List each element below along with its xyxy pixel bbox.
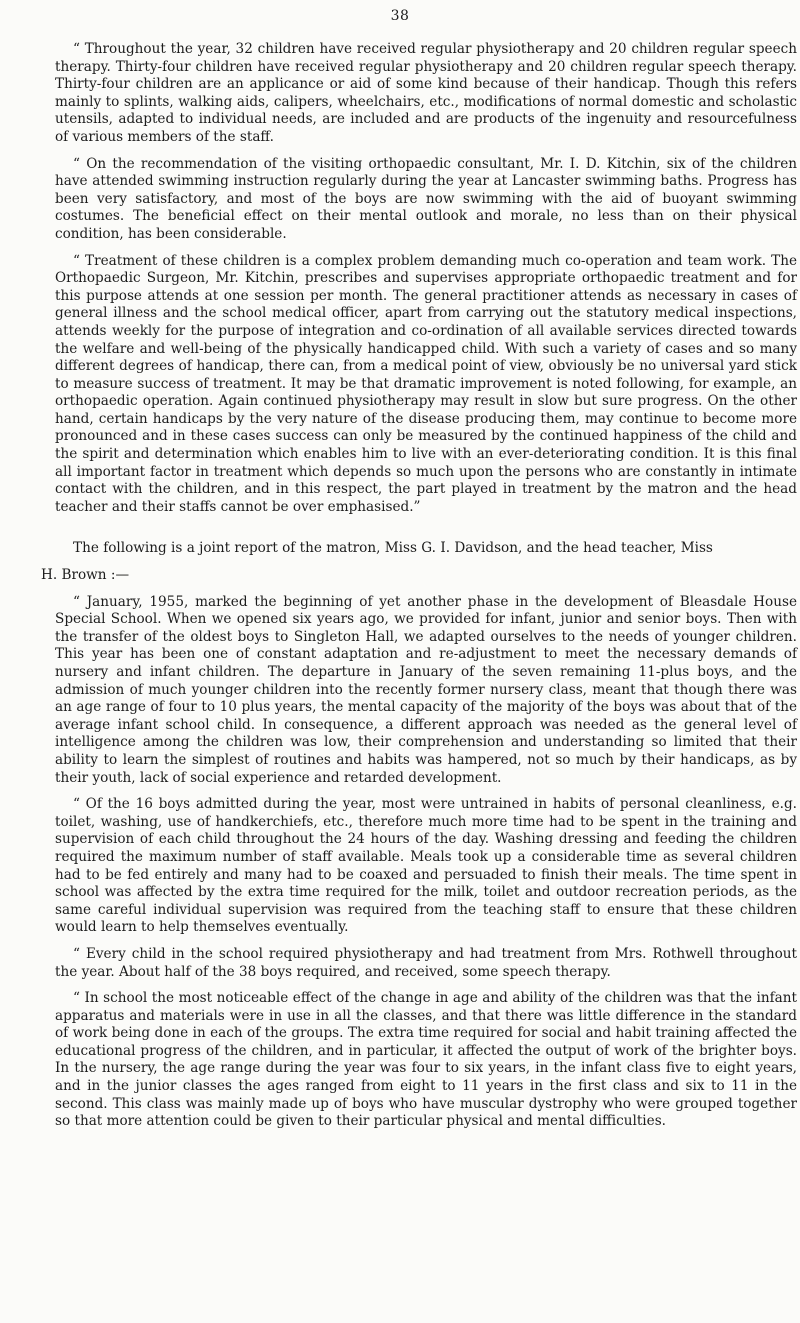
- paragraph-treatment: “ Treatment of these children is a complex problem demanding much co-operation and team work. The Orthopaedic Surgeon, Mr. Kitchin, prescribes and supervises appropriate orthopaedic treatment and for this purpose attends at one session per month. The general practitioner attends as necessary in cases of general illness and the school medical officer, apart from carrying out the statutory medical inspections, attends weekly for the purpose of integration and co-ordination of all available services directed towards the welfare and well-being of the physically handicapped child. With such a variety of cases and so many different degrees of handicap, there can, from a medical point of view, obviously be no universal yard stick to measure success of treatment. It may be that dramatic improvement is noted following, for example, an orthopaedic operation. Again continued physiotherapy may result in slow but sure progress. On the other hand, certain handicaps by the very nature of the disease producing them, may continue to become more pronounced and in these cases success can only be measured by the continued happiness of the child and the spirit and determination which enables him to live with an ever-deteriorating condition. It is this final all important factor in treatment which depends so much upon the persons who are constantly in intimate contact with the children, and in this respect, the part played in treatment by the matron and the head teacher and their staffs cannot be over emphasised.”: [55, 252, 797, 515]
- paragraph-january-1955: “ January, 1955, marked the beginning of yet another phase in the development of Bleasdale House Special School. When we opened six years ago, we provided for infant, junior and senior boys. Then with the transfer of the oldest boys to Singleton Hall, we adapted ourselves to the needs of younger children. This year has been one of constant adaptation and re-adjustment to meet the necessary demands of nursery and infant children. The departure in January of the seven remaining 11-plus boys, and the admission of much younger children into the recently former nursery class, meant that though there was an age range of four to 10 plus years, the mental capacity of the majority of the boys was about that of the average infant school child. In consequence, a different approach was needed as the general level of intelligence among the children was low, their comprehension and understanding so limited that their ability to learn the simplest of routines and habits was hampered, not so much by their handicaps, as by their youth, lack of social experience and retarded development.: [55, 593, 797, 786]
- paragraph-physiotherapy: “ Throughout the year, 32 children have received regular physiotherapy and 20 children regular speech therapy. Thirty-four children have received regular physiotherapy and 20 children regular speech therapy. Thirty-four children are an applicance or aid of some kind because of their handicap. Though this refers mainly to splints, walking aids, calipers, wheelchairs, etc., modifications of normal domestic and scholastic utensils, adapted to individual needs, are included and are products of the ingenuity and resourcefulness of various members of the staff.: [55, 41, 797, 145]
- report-intro-continuation: H. Brown :—: [41, 567, 130, 584]
- paragraph-boys-admitted: “ Of the 16 boys admitted during the year, most were untrained in habits of personal cleanliness, e.g. toilet, washing, use of handkerchiefs, etc., therefore much more time had to be spent in the training and supervision of each child throughout the 24 hours of the day. Washing dressing and feeding the children required the maximum number of staff available. Meals took up a considerable time as several children had to be fed entirely and many had to be coaxed and persuaded to finish their meals. The time spent in school was affected by the extra time required for the milk, toilet and outdoor recreation periods, as the same careful individual supervision was required from the teaching staff to ensure that these children would learn to help themselves eventually.: [55, 796, 797, 936]
- paragraph-physiotherapy-rothwell: “ Every child in the school required physiotherapy and had treatment from Mrs. Rothwell throughout the year. About half of the 38 boys required, and received, some speech therapy.: [55, 945, 797, 980]
- report-intro-line: The following is a joint report of the matron, Miss G. I. Davidson, and the head teacher, Miss: [73, 540, 713, 557]
- document-body: [41, 41, 797, 1140]
- page-number: 38: [390, 8, 410, 24]
- paragraph-swimming: “ On the recommendation of the visiting orthopaedic consultant, Mr. I. D. Kitchin, six of the children have attended swimming instruction regularly during the year at Lancaster swimming baths. Progress has been very satisfactory, and most of the boys are now swimming with the aid of buoyant swimming costumes. The beneficial effect on their mental outlook and morale, no less than on their physical condition, has been considerable.: [55, 155, 797, 242]
- paragraph-school-effects: “ In school the most noticeable effect of the change in age and ability of the children was that the infant apparatus and materials were in use in all the classes, and that there was little difference in the standard of work being done in each of the groups. The extra time required for social and habit training affected the educational progress of the children, and in particular, it affected the output of work of the brighter boys. In the nursery, the age range during the year was four to six years, in the infant class five to eight years, and in the junior classes the ages ranged from eight to 11 years in the first class and six to 11 in the second. This class was mainly made up of boys who have muscular dystrophy who were grouped together so that more attention could be given to their particular physical and mental difficulties.: [55, 990, 797, 1130]
